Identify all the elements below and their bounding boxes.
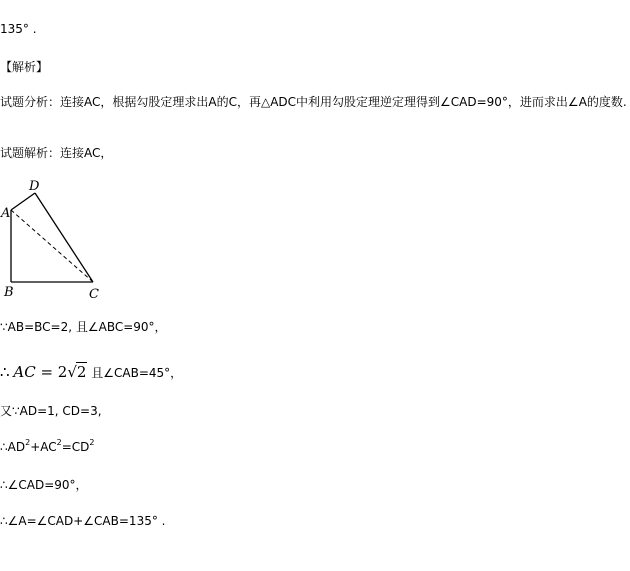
step-4-sup-3: 2 bbox=[89, 438, 95, 447]
step-4-b: +AC bbox=[30, 440, 57, 454]
section-heading: 【解析】 bbox=[0, 60, 49, 74]
step-5: ∴∠CAD=90°， bbox=[0, 478, 88, 492]
sqrt-symbol: √2 bbox=[67, 363, 87, 381]
step-4-a: ∴AD bbox=[0, 440, 26, 454]
label-b: B bbox=[4, 285, 14, 300]
step-1: ∵AB=BC=2, 且∠ABC=90°， bbox=[0, 320, 167, 334]
step-6: ∴∠A=∠CAD+∠CAB=135° . bbox=[0, 514, 166, 528]
label-c: C bbox=[89, 287, 99, 302]
edge-ac-dashed bbox=[11, 210, 93, 282]
sqrt-radicand: 2 bbox=[76, 363, 87, 381]
edge-dc bbox=[35, 193, 93, 282]
label-d: D bbox=[29, 179, 40, 194]
step-3: 又∵AD=1, CD=3, bbox=[0, 404, 102, 418]
step-4-sup-1: 2 bbox=[25, 438, 31, 447]
step-2 bbox=[0, 362, 182, 383]
solution-intro: 试题解析：连接AC， bbox=[0, 146, 113, 160]
step-4-c: =CD bbox=[61, 440, 90, 454]
step-2-ac: AC bbox=[13, 363, 36, 381]
step-2-eq: = 2 bbox=[35, 363, 68, 381]
step-4 bbox=[0, 440, 95, 454]
quadrilateral-diagram bbox=[0, 176, 110, 302]
step-2-suffix: 且∠CAB=45°， bbox=[87, 366, 183, 380]
label-a: A bbox=[1, 206, 11, 221]
analysis-paragraph: 试题分析：连接AC，根据勾股定理求出A的C，再△ADC中利用勾股定理逆定理得到∠CAD=90°，进而求出∠A的度数. bbox=[0, 95, 627, 109]
step-4-sup-2: 2 bbox=[56, 438, 62, 447]
answer-tail: 135° . bbox=[0, 22, 37, 36]
step-2-therefore: ∴ bbox=[0, 363, 10, 381]
edge-ad bbox=[11, 193, 35, 210]
